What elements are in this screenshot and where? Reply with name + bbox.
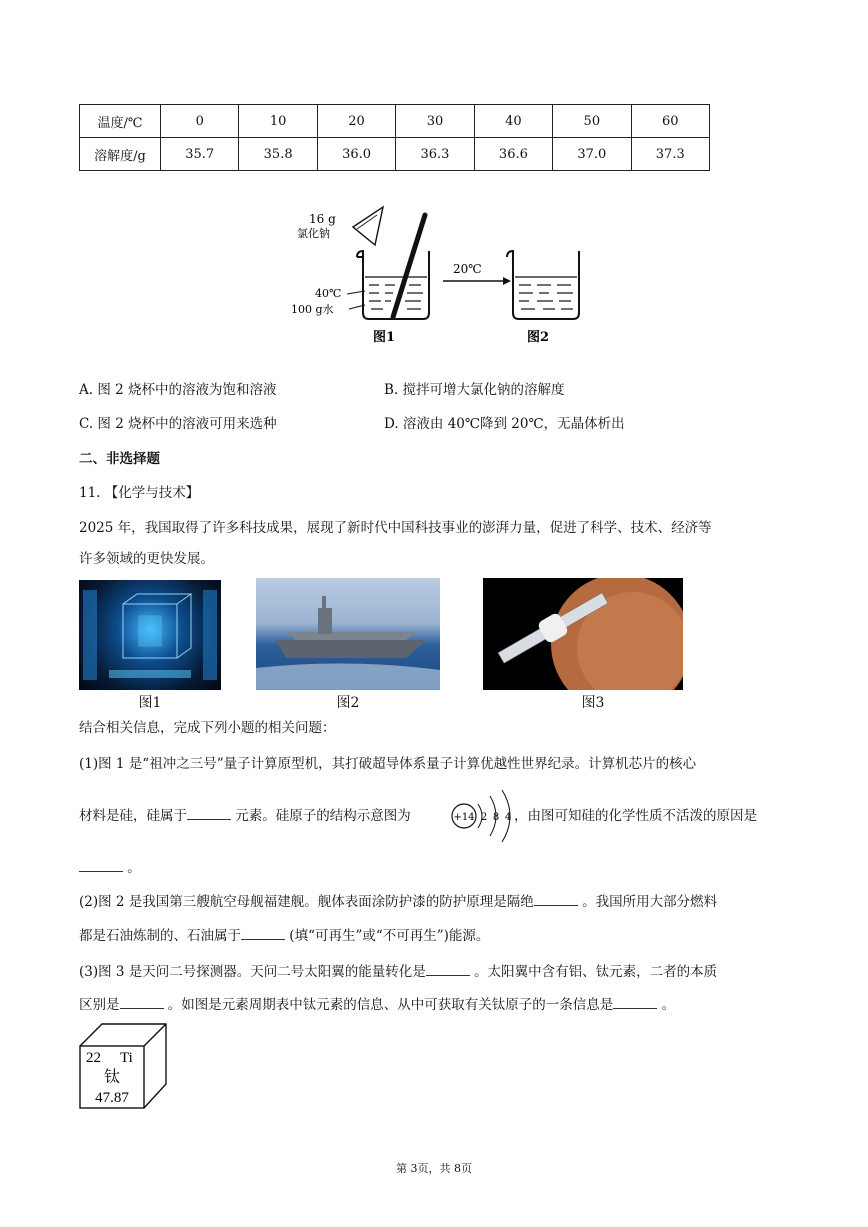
table-cell: 37.3 bbox=[631, 138, 709, 171]
table-cell: 10 bbox=[239, 105, 317, 138]
table-cell: 36.3 bbox=[396, 138, 474, 171]
aircraft-carrier-photo bbox=[256, 578, 440, 690]
answer-blank[interactable] bbox=[241, 927, 285, 940]
option-b: B. 搅拌可增大氯化钠的溶解度 bbox=[384, 382, 565, 398]
table-row bbox=[80, 138, 710, 171]
q1-line-3: 。 bbox=[79, 858, 141, 878]
table-cell: 30 bbox=[396, 105, 474, 138]
table-cell: 35.7 bbox=[161, 138, 239, 171]
q3-line-2: 区别是 。如图是元素周期表中钛元素的信息、从中可获取有关钛原子的一条信息是 。 bbox=[79, 997, 676, 1013]
element-symbol: Ti bbox=[120, 1050, 133, 1066]
atom-diagram bbox=[448, 786, 516, 846]
intro-line-1: 2025 年，我国取得了许多科技成果，展现了新时代中国科技事业的澎湃力量，促进了科学、技术、经济等 bbox=[79, 520, 712, 536]
table-cell: 36.0 bbox=[317, 138, 395, 171]
label-mass: 16 g bbox=[309, 212, 336, 226]
q1-line-1: (1)图 1 是“祖冲之三号”量子计算原型机，其打破超导体系量子计算优越性世界纪录。计算机芯片的核心 bbox=[79, 756, 697, 772]
atomic-mass: 47.87 bbox=[95, 1090, 129, 1106]
table-row bbox=[80, 105, 710, 138]
q2-line-1: (2)图 2 是我国第三艘航空母舰福建舰。舰体表面涂防护漆的防护原理是隔绝 。我国所用大部分燃料 bbox=[79, 894, 718, 910]
answer-blank[interactable] bbox=[613, 996, 657, 1009]
answer-blank[interactable] bbox=[120, 996, 164, 1009]
mars-probe-icon bbox=[483, 578, 683, 690]
table-header-cell: 温度/℃ bbox=[80, 105, 161, 138]
solubility-table bbox=[79, 104, 710, 171]
section-heading: 二、非选择题 bbox=[79, 451, 160, 467]
table-cell: 20 bbox=[317, 105, 395, 138]
label-temp: 40℃ bbox=[315, 287, 342, 300]
beaker-figure bbox=[285, 205, 585, 350]
q2-line-2: 都是石油炼制的、石油属于 (填“可再生”或“不可再生”)能源。 bbox=[79, 928, 490, 944]
element-cell bbox=[78, 1022, 170, 1112]
answer-blank[interactable] bbox=[79, 859, 123, 872]
q3-line-1: (3)图 3 是天问二号探测器。天问二号太阳翼的能量转化是 。太阳翼中含有铝、钛元素，二者的本质 bbox=[79, 964, 718, 980]
nucleus-charge: +14 bbox=[453, 812, 475, 823]
answer-blank[interactable] bbox=[187, 807, 231, 820]
element-name: 钛 bbox=[103, 1067, 121, 1086]
stirring-rod-icon bbox=[393, 215, 425, 317]
lead-text: 结合相关信息，完成下列小题的相关问题： bbox=[79, 720, 336, 736]
photo-caption-2: 图2 bbox=[336, 695, 360, 711]
option-a: A. 图 2 烧杯中的溶液为饱和溶液 bbox=[79, 382, 277, 398]
figure-caption-2: 图2 bbox=[527, 330, 550, 345]
paper-cone-icon bbox=[353, 207, 383, 245]
shell-2-count: 8 bbox=[492, 812, 500, 823]
table-cell: 40 bbox=[474, 105, 552, 138]
intro-line-2: 许多领域的更快发展。 bbox=[79, 551, 214, 567]
photo-caption-1: 图1 bbox=[138, 695, 162, 711]
q1-line-2-end: ，由图可知硅的化学性质不活泼的原因是 bbox=[514, 808, 757, 824]
atomic-number: 22 bbox=[86, 1050, 101, 1066]
table-cell: 35.8 bbox=[239, 138, 317, 171]
table-cell: 37.0 bbox=[553, 138, 631, 171]
table-cell: 50 bbox=[553, 105, 631, 138]
label-water: 100 g水 bbox=[291, 303, 334, 316]
table-cell: 36.6 bbox=[474, 138, 552, 171]
quantum-cube-icon bbox=[79, 580, 221, 690]
page-footer: 第 3页，共 8页 bbox=[396, 1162, 472, 1175]
table-header-cell: 溶解度/g bbox=[80, 138, 161, 171]
quantum-computer-photo bbox=[79, 580, 221, 690]
probe-photo bbox=[483, 578, 683, 690]
shell-3-count: 4 bbox=[504, 812, 512, 823]
answer-blank[interactable] bbox=[426, 963, 470, 976]
label-salt: 氯化钠 bbox=[297, 227, 330, 240]
shell-1-count: 2 bbox=[480, 812, 488, 823]
figure-caption-1: 图1 bbox=[373, 330, 396, 345]
table-cell: 60 bbox=[631, 105, 709, 138]
table-cell: 0 bbox=[161, 105, 239, 138]
photo-caption-3: 图3 bbox=[581, 695, 605, 711]
q1-line-2: 材料是硅，硅属于 元素。硅原子的结构示意图为 bbox=[79, 808, 411, 824]
option-c: C. 图 2 烧杯中的溶液可用来选种 bbox=[79, 416, 277, 432]
option-d: D. 溶液由 40℃降到 20℃，无晶体析出 bbox=[384, 416, 625, 432]
arrow-label: 20℃ bbox=[453, 262, 482, 276]
question-title: 11. 【化学与技术】 bbox=[79, 485, 200, 501]
answer-blank[interactable] bbox=[534, 893, 578, 906]
ship-icon bbox=[256, 578, 440, 690]
beaker-2-liquid bbox=[515, 277, 577, 309]
